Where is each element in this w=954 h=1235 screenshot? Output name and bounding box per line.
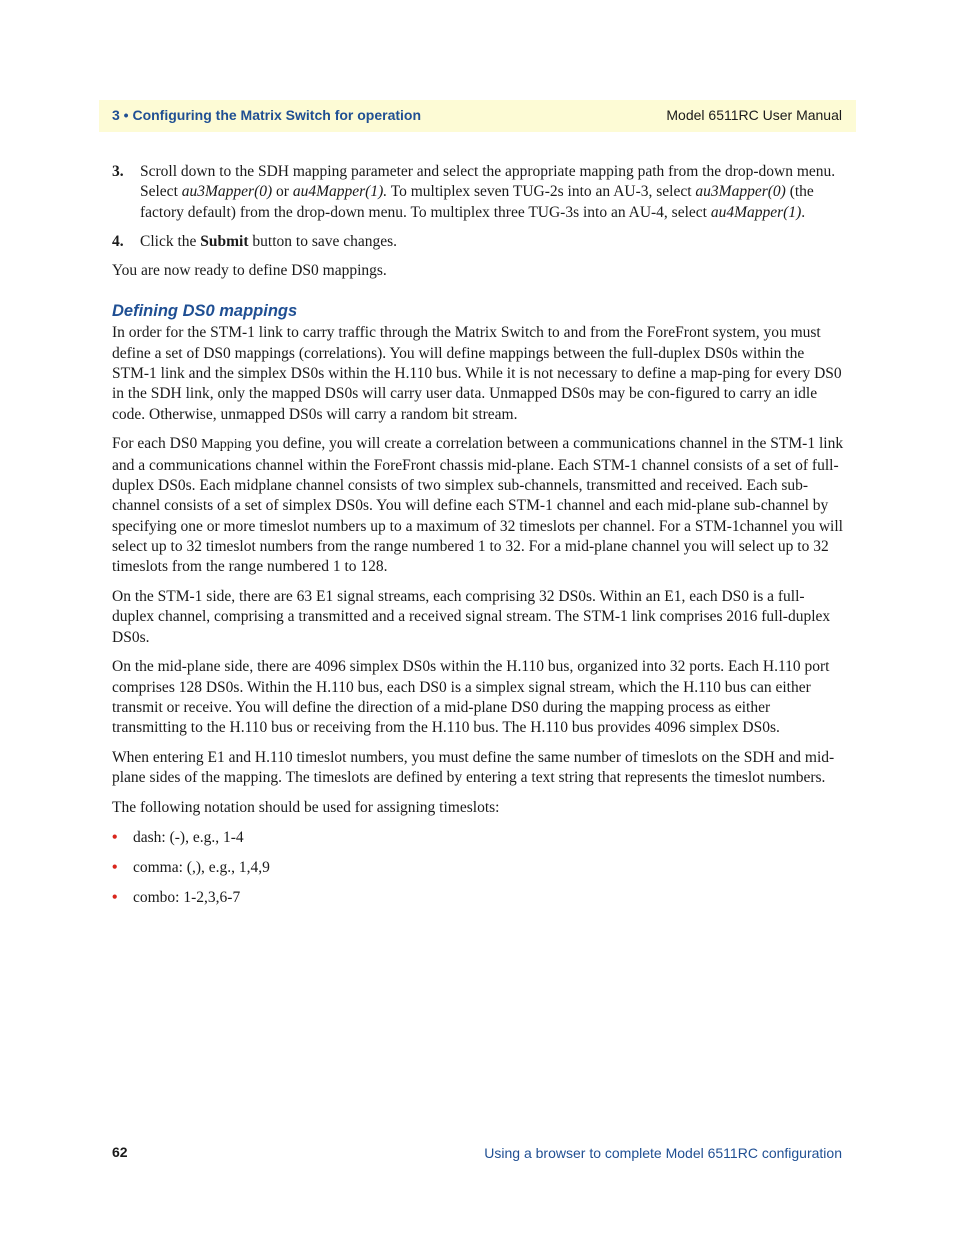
step-text: . [801,203,806,221]
list-item [112,858,844,878]
option-name: au3Mapper(0) [695,183,786,201]
paragraph-midplane-side: On the mid-plane side, there are 4096 simplex DS0s within the H.110 bus, organized into 32 ports. Each H.110 port comprises 128 DS0s. Within the H.110 bus, each DS0 is a simplex signal stream, which the H.110 bus can either transmit or receive. You will define the direction of a mid-plane DS0 during the mapping process as either transmitting to the H.110 bus or receiving from the H.110 bus. The H.110 bus provides 4096 simplex DS0s. [112,658,830,737]
step-text: button to save changes. [248,232,398,250]
step-number: 4. [112,232,124,250]
option-name: au4Mapper(1). [292,183,388,201]
option-name: au4Mapper(1) [710,203,802,221]
chapter-title: 3 • Configuring the Matrix Switch for operation [112,107,422,123]
step-3 [112,162,844,223]
paragraph-stm1-side: On the STM-1 side, there are 63 E1 signal streams, each comprising 32 DS0s. Within an E1, each DS0 is a full-duplex channel, comprising a transmitted and a received signal stream. The STM-1 link comprises 2016 full-duplex DS0s. [112,588,831,646]
term-mapping: Mapping [201,437,252,453]
paragraph-intro: In order for the STM-1 link to carry traffic through the Matrix Switch to and from the ForeFront system, you must define a set of DS0 mappings (correlations). You will define mappings between the full-duplex DS0s within the STM-1 link and the simplex DS0s within the H.110 bus. While it is not necessary to define a map-ping for every DS0 in the SDH link, only the mapped DS0s will carry user data. Unmapped DS0s may be con-figured to carry an idle code. Otherwise, unmapped DS0s will carry a random bit stream. [112,324,842,423]
paragraph-timeslots: When entering E1 and H.110 timeslot numbers, you must define the same number of timeslots on the SDH and mid-plane sides of the mapping. The timeslots are defined by entering a text string that represents the timeslot numbers. [112,749,835,787]
text-run: For each DS0 [112,435,202,453]
manual-title: Model 6511RC User Manual [666,107,842,123]
footer-title: Using a browser to complete Model 6511RC configuration [484,1145,842,1161]
step-number: 3. [112,163,124,180]
paragraph-notation: The following notation should be used for assigning timeslots: [112,799,500,817]
paragraph-mapping [112,434,844,577]
notation-list [112,828,844,908]
page-body [112,162,844,917]
page-number: 62 [112,1144,128,1160]
step-text: (the factory default) from the drop-down menu. To multiplex three TUG-3s into an AU-4, select [140,183,814,221]
list-item [112,888,844,908]
step-4 [112,232,844,252]
step-text: or [272,183,293,201]
step-text: To multiplex seven TUG-2s into an AU-3, select [387,183,696,201]
option-name: au3Mapper(0) [181,183,273,201]
list-item-text: combo: 1-2,3,6-7 [133,888,241,906]
bullet-icon: • [112,888,118,906]
list-item-text: dash: (-), e.g., 1-4 [133,829,244,847]
section-heading: Defining DS0 mappings [112,302,298,321]
step-text: Click the [140,232,201,250]
list-item [112,828,844,848]
ready-paragraph: You are now ready to define DS0 mappings. [112,262,387,280]
step-text: Scroll down to the SDH mapping parameter and select the appropriate mapping path from the drop-down menu. Select [140,163,836,201]
list-item-text: comma: (,), e.g., 1,4,9 [133,858,270,876]
bullet-icon: • [112,858,118,876]
text-run: you define, you will create a correlation between a communications channel in the STM-1 link and a communications channel within the ForeFront chassis mid-plane. Each STM-1 channel consists of a set of full-duplex DS0s. Each midplane channel consists of two simplex sub-channels, transmitted and received. Each sub-channel consists of a set of simplex DS0s. You will define each STM-1 channel and each mid-plane sub-channel by specifying one or more timeslot numbers up to a maximum of 32 timeslots per channel. For a STM-1channel you will select up to 32 timeslot numbers from the range numbered 1 to 32. For a mid-plane channel you will select up to 32 timeslots from the range numbered 1 to 128. [112,435,844,576]
button-name: Submit [200,232,249,250]
bullet-icon: • [112,829,118,847]
running-header [99,100,856,132]
